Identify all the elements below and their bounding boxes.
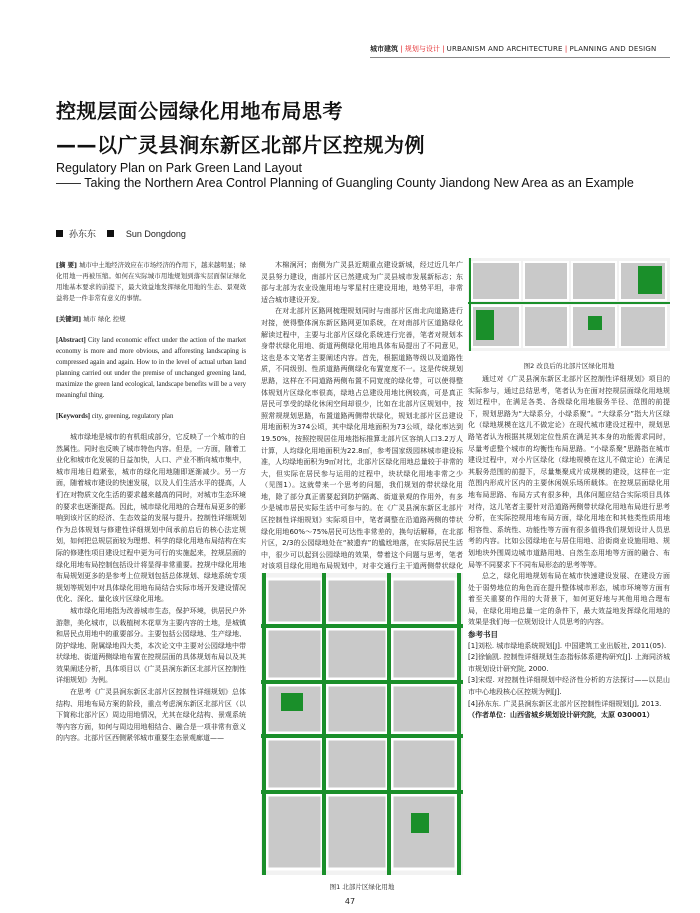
abstract-en-label: [Abstract]	[56, 337, 86, 344]
header-category: 规划与设计	[404, 45, 440, 53]
body-paragraph: 木棉涧河；南侧为广灵县近期重点建设新城，经过近几年广灵县努力建设，南部片区已然建成为广灵县城市发展新标志；东部与北部为农业设施用地与零星村庄建设用地，地势平坦，非常适合城市建设开发。	[261, 261, 463, 304]
author-bullet-icon	[56, 230, 63, 237]
body-paragraph: 在对北部片区路网梳理规划同时与南部片区南北向道路进行对接，使得整体涧东新区路网更加系统，在对南部片区道路绿化解读过程中，主要与北部片区绿化系统进行完善，笔者对规划本身带状绿化用地、街道两侧绿化用地具体布局提出了不同意见，这也是本文笔者主要阐述内容。首先，根据道路等级以及道路性质，不同级别、性质道路两侧绿化布置宽度不一。这是传统规划思路，这样在不同道路两侧布置不同宽度的绿化带，可以使得整体规划片区绿化率很高，绿地占总建设用地比例较高，可是真正居民可享受的绿化休闲空间却很少，比如在北部片区规划中，按照常规规划思路，布置道路两侧带状绿化，规划北部片区总建设用地面积为374公顷，其中绿化用地面积为73公顷，绿化率达到19.50%，按照控规居住用地指标推算北部片区容纳人口3.2万人计算，人均绿化用地面积为22.8㎡，参考国家级园林城市建设标准，人均绿地面积为9㎡对比，北部片区绿化用地总量较于非常的大，但实际在居民参与运用的过程中，块状绿化用地非常之少（见图1）。这就带来一个思考的问题，我们规划的带状绿化用地，除了部分真正需要起到防护隔离、街道景观的作用外，有多少是城市居民实际生活中可参与的。在《广灵县涧东新区北部片区控制性详细规划》实际项目中，笔者调整在沿道路两侧的带状绿化用地60%～75%居民可达性非常差的，换句话解释，在北部片区，2/3的公园绿地处在“被遗弃”的尴尬地落，在实际居民生活中，很少可以起到公园绿地的效果，带着这个问题与思考，笔者对该项目绿化用地布局规划中，对非交通行主干道两侧带状绿化	[261, 307, 463, 571]
title-en-line2: —— Taking the Northern Area Control Planning of Guangling County Jiandong New Area as an Example	[56, 176, 634, 190]
author-line	[56, 227, 186, 240]
keywords-cn-label: [关键词]	[56, 315, 82, 323]
header-journal: 城市建筑	[370, 45, 398, 53]
header-rule	[370, 57, 670, 58]
page-number: 47	[344, 897, 356, 906]
reference-item: [2]徐愉凯. 控制性详细规划生态指标体系建构研究[J]. 上海同济城市规划设计研究院, 2000.	[468, 653, 670, 673]
figure-1-caption: 图1 北部片区绿化用地	[329, 883, 395, 891]
author-cn: 孙东东	[69, 230, 97, 240]
header-separator: |	[442, 45, 445, 53]
title-en	[56, 161, 676, 191]
title-en-line1: Regulatory Plan on Park Green Land Layout	[56, 161, 302, 175]
body-paragraph: 城市绿化用地指为改善城市生态，保护环境，供居民户外游憩，美化城市，以栽植树木花草为主要内容的土地，是城镇和居民点用地中的重要部分。主要包括公园绿地、生产绿地、防护绿地、附属绿地四大类，本次论文中主要对公园绿地中带状绿地、街道两侧绿地布置在控规层面的具体规划布局以及其效果阐述分析，具体项目以《广灵县涧东新区北部片区控制性详细规划》为例。	[56, 606, 246, 685]
header-category-en: PLANNING AND DESIGN	[569, 45, 657, 53]
body-paragraph: 通过对《广灵县涧东新区北部片区控制性详细规划》项目的实际参与，通过总结思考，笔者认为在面对控规层面绿化用地规划过程中，在满足各类、各级绿化用地服务半径、范围的前提下，规划思路为“大绿系分，小绿系聚”。“大绿系分”指大片区绿化（绿地规模在这儿不做定论）在现代城市建设过程中，规划思路笔者认为根据其规划定位性质在满足其本身的功能需求同时，尽量考虑整个城市的均衡性布局思路。“小绿系聚”思路指在城市建设过程中，对小片区绿化（绿地规模在这儿不做定论）在满足其服务范围的前提下，尽量集聚成片成规模的建设，这样在一定范围内形成片区内的主要休闲娱乐场所载体。在控规层面绿化用地布局思路、布局方式有很多种，具体问题应结合实际项目具体对待，这儿笔者主要针对沿道路两侧带状绿化用地布局进行思考分析，在实际控规用地布局方面，绿化用地在和其他类性质用地相容性、系统性、功能性等方面有很多值得我们规划设计人员思考的内容。比如公园绿地在与居住用地、沿街商业设施用地、规划地块外围周边城市道路用地、自然生态用地等方面的融合、布局等不同要求下不同布局形态的思考等等。	[468, 375, 670, 569]
header-separator: |	[400, 45, 403, 53]
abstract-en	[56, 335, 246, 401]
header-journal-en: URBANISM AND ARCHITECTURE	[446, 45, 563, 53]
title-cn-line1: 控规层面公园绿化用地布局思考	[56, 99, 343, 123]
author-affiliation: （作者单位：山西省城乡规划设计研究院，太原 030001）	[468, 711, 654, 720]
keywords-en-label: [Keywords]	[56, 413, 90, 420]
keywords-en-text: city, greening, regulatory plan	[91, 413, 174, 420]
reference-item: [3]宋煜. 对控制性详细规划中经济性分析的方法探讨——以昆山市中心地段核心区控规为例[J].	[468, 676, 670, 697]
running-header	[370, 42, 670, 56]
abstract-en-text: City land economic effect under the action of the market economy is more and more obvious, and afforesting landscaping is compressed again and again. How to in the level of actual urban land planning carried out under the premise of unchanged greening land, maximize the green land ecological, landscape benefits will be a very meaningful thing.	[56, 337, 246, 399]
figure-2-map	[468, 258, 670, 351]
keywords-cn-text: 城市 绿化 控规	[83, 315, 126, 323]
abstract-cn-text: 城市中土地经济效应在市场经济的作用下，越来越明显；绿化用地一再被压缩。如何在实际城市用地规划到落实层面保证绿化用地基本要求的前提下，最大效益地发挥绿化用地的生态、景观效益将是一件非常有意义的事情。	[56, 261, 246, 302]
author-en: Sun Dongdong	[125, 229, 186, 239]
body-paragraph: 在思考《广灵县涧东新区北部片区控制性详细规划》总体结构、用地布局方案的阶段，重点考虑涧东新区北部片区（以下简称北部片区）周边用地情况，尤其在绿化结构、景观系统等内容方面，如何与周边用地相结合、融合是一项非常有意义的内容。北部片区西侧紧邻城市重要生态景观廊道——	[56, 688, 246, 743]
column-2	[261, 260, 463, 608]
abstract-cn-label: [摘 要]	[56, 261, 77, 269]
abstract-cn	[56, 260, 246, 304]
header-separator: |	[564, 45, 568, 53]
body-paragraph: 城市绿地是城市的有机组成部分，它反映了一个城市的自然属性。同时也反映了城市特色内容。但是，一方面，随着工业化和城市化发展的日益加快，人口、产业不断向城市集中，城市用地日趋紧张，城市的绿化用地随即逐渐减少。另一方面，随着城市建设的快速发展，以及人们生活水平的提高，人们在对物质文化生活的要求越来越高的同时，对城市生态环境的要求也逐渐提高。因此，城市绿化用地的合理布局更多的影响到该片区的经济、生态效益的发展与提升。控制性详细规划作为总体规划与修建性详细规划中间承前启后的核心法定规划，如何把总规层面较为理想、科学的绿化用地布局结构在实际的修建性项目建设过程中更为可行的实施起来，控规层面的绿化用地布局控制包括设计将显得非常重要。控规中绿化用地布局规划更多的是参考上位规划包括总体规划、绿地系统专项规划等规划中对具体绿化用地布局结合实际市场开发建设情况优化、深化、量化该片区绿化用地。	[56, 433, 246, 604]
column-1	[56, 260, 246, 745]
figure-2-caption: 图2 改良后的北部片区绿化用地	[523, 362, 615, 370]
keywords-cn	[56, 314, 246, 325]
body-paragraph: 总之，绿化用地规划布局在城市快速建设发展、在建设方面处于弱势地位的角色而在提升整体城市形态，城市环境等方面有着至关重要的作用的大背景下，如何更好地与其他用地合理布局，在绿化用地总量一定的条件下，最大效益地发挥绿化用地的效果是我们每一位规划设计人员思考的内容。	[468, 572, 670, 627]
references-title: 参考书目	[468, 630, 498, 640]
figure-1-map	[261, 573, 463, 875]
reference-item: [1]刘松. 城市绿地系统规划[J]. 中国建筑工业出版社, 2011(05).	[468, 641, 667, 650]
title-cn-line2: ——以广灵县涧东新区北部片区控规为例	[56, 133, 425, 157]
reference-item: [4]孙东东. 广灵县涧东新区北部片区控制性详细规划[J], 2013.	[468, 699, 662, 708]
keywords-en	[56, 411, 246, 422]
author-bullet-icon	[107, 230, 114, 237]
column-3	[468, 374, 670, 722]
